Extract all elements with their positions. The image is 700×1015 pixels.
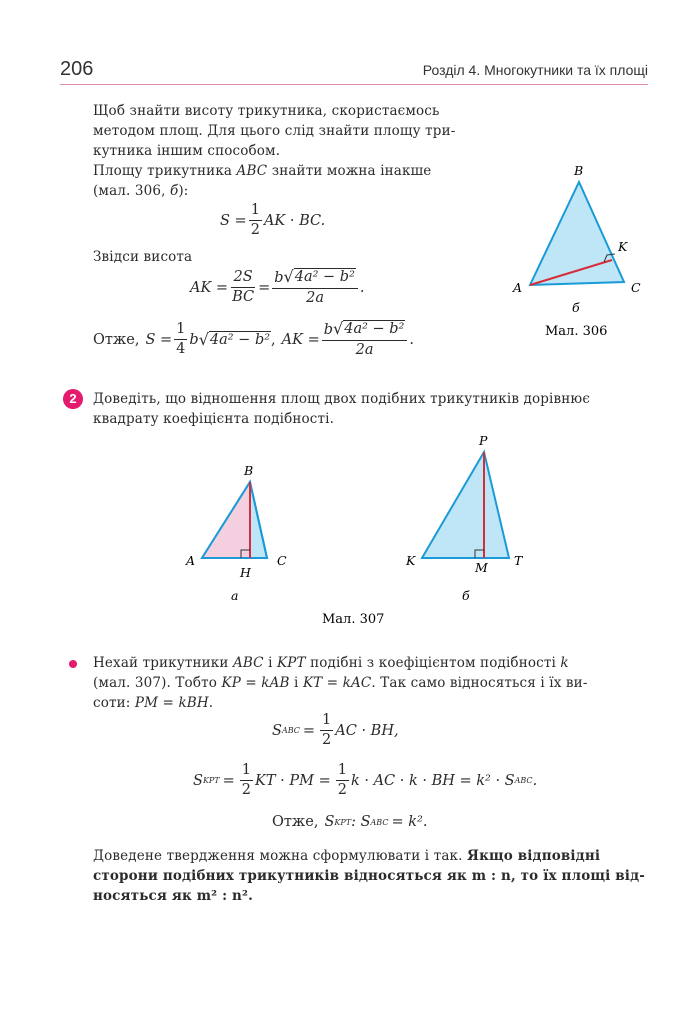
label-a: A [513,280,523,295]
label-b: B [244,463,254,478]
hence-text: Звідси висота [93,249,193,265]
task-statement [93,389,590,429]
fraction: $\frac{1}{2}$ [250,202,260,238]
intro-line: Площу трикутника ABC знайти можна інакше [93,163,432,179]
intro-line: методом площ. Для цього слід знайти площу три- [93,123,456,139]
figure-caption: Мал. 306 [545,324,608,339]
fraction: b √ 4a² − b² 2a [322,320,408,359]
fraction: $\frac{1}{2}$ [337,762,347,798]
sub-label-a: а [231,588,239,603]
label-h: H [240,565,251,580]
sub-label-b: б [462,588,470,603]
page-number: 206 [60,58,94,80]
figure-caption: Мал. 307 [322,612,385,627]
bullet-dot [69,660,77,668]
formula-s-abc: S ABC = $\frac{1}{2}$ AC · BH, [272,712,399,748]
label-b: B [574,163,584,178]
formula-result: Отже, S = $\frac{1}{4}$ b √ 4a² − b² , AK = b √ 4a² − b² 2a . [93,319,414,358]
intro-line: кутника іншим способом. [93,143,281,159]
triangle-abc [530,182,624,285]
label-t: T [514,553,523,568]
fraction: $\frac{1}{2}$ [322,712,332,748]
fraction: $\frac{2S}{BC}$ [232,269,255,305]
figure-307 [180,430,540,630]
proof-line: соти: PM = kBH. [93,695,214,711]
proof-line: Нехай трикутники ABC і KPT подібні з коефіцієнтом подібності k [93,655,569,671]
label-m: M [475,560,488,575]
task-line: Доведіть, що відношення площ двох подібних трикутників дорівнює [93,391,591,407]
fraction: b √ 4a² − b² 2a [272,268,358,307]
formula-s-kpt: S KPT = $\frac{1}{2}$ KT · PM = $\frac{1}{2}$ k · AC · k · BH = k² · S ABC . [193,762,538,798]
task-number-badge: 2 [63,389,83,409]
label-p: P [479,433,488,448]
label-c: C [277,553,287,568]
formula-ratio: Отже, S KPT : S ABC = k². [272,814,428,830]
fraction: $\frac{1}{4}$ [176,321,186,357]
conclusion-line: Доведене твердження можна сформулювати і так. Якщо відповідні [93,848,601,864]
conclusion-paragraph [93,846,645,906]
formula-height: AK = $\frac{2S}{BC}$ = b √ 4a² − b² 2a . [190,267,365,306]
label-k: K [618,239,628,254]
sub-label: б [572,300,580,315]
label-k: K [406,553,416,568]
fraction: $\frac{1}{2}$ [241,762,252,798]
intro-line: (мал. 306, б): [93,183,189,199]
figure-306 [505,160,655,345]
conclusion-line: носяться як m² : n². [93,888,253,904]
triangle-kpt [422,452,509,558]
intro-paragraph [93,101,455,201]
section-title: Розділ 4. Многокутники та їх площі [422,62,648,78]
proof-paragraph [93,653,588,713]
conclusion-line: сторони подібних трикутників відносяться як m : n, то їх площі від- [93,868,645,884]
intro-line: Щоб знайти висоту трикутника, скористаємось [93,103,440,119]
label-c: C [631,280,641,295]
label-a: A [186,553,196,568]
proof-line: (мал. 307). Тобто KP = kAB і KT = kAC. Так само відносяться і їх ви- [93,675,588,691]
formula-area: S = $\frac{1}{2}$ AK · BC. [220,202,326,238]
task-line: квадрату коефіцієнта подібності. [93,411,335,427]
header-rule [60,84,648,85]
